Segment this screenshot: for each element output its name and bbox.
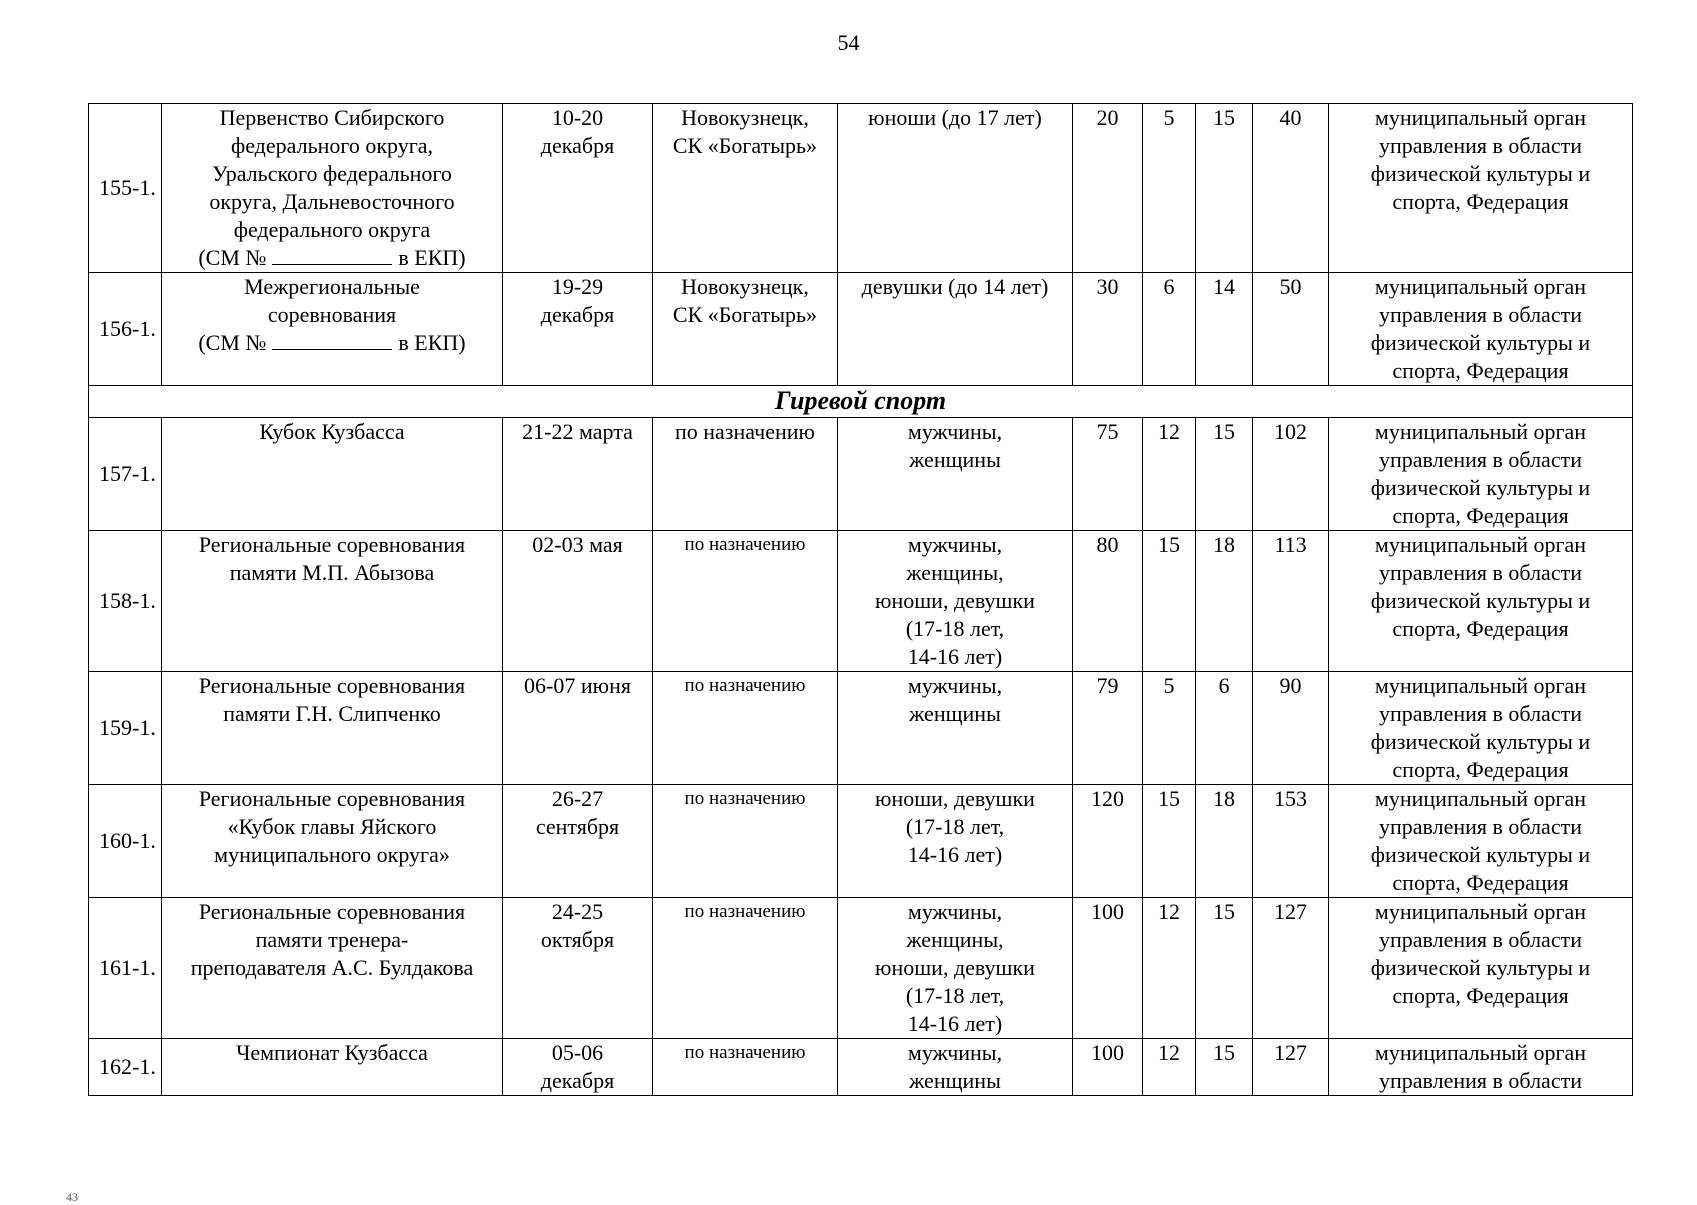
event-place [653, 785, 838, 898]
ekp-prefix: (СМ № [198, 330, 267, 355]
category-line: женщины [909, 701, 1001, 726]
coaches-count: 12 [1143, 898, 1196, 1039]
table-row [89, 531, 1633, 672]
category-line: 14-16 лет) [907, 644, 1003, 669]
event-name-line: преподавателя А.С. Булдакова [190, 955, 474, 980]
organizer-line: управления в области [1379, 814, 1582, 839]
page-number: 54 [837, 30, 860, 55]
date-line: октября [540, 927, 615, 952]
organizer-line: муниципальный орган [1374, 105, 1587, 130]
total-count: 90 [1253, 672, 1329, 785]
organizer-line: спорта, Федерация [1392, 616, 1569, 641]
event-name-line: Кубок Кузбасса [259, 419, 405, 444]
ekp-number-line [164, 329, 500, 357]
event-name-line: Региональные соревнования [198, 786, 466, 811]
coaches-count: 15 [1143, 531, 1196, 672]
total-count: 153 [1253, 785, 1329, 898]
organizer-line: физической культуры и [1370, 842, 1591, 867]
row-number: 158-1. [89, 531, 162, 672]
event-name-line: Региональные соревнования [198, 899, 466, 924]
category-line: женщины [909, 447, 1001, 472]
category-line: (17-18 лет, [905, 983, 1005, 1008]
organizer-line: управления в области [1379, 560, 1582, 585]
date-line: 19-29 [551, 274, 604, 299]
athletes-count: 75 [1073, 418, 1143, 531]
ekp-blank [272, 329, 392, 350]
event-name-line: Первенство Сибирского [219, 105, 445, 130]
organizer-line: спорта, Федерация [1392, 503, 1569, 528]
event-name [162, 273, 503, 386]
athletes-count: 79 [1073, 672, 1143, 785]
category-line: мужчины, [907, 673, 1003, 698]
event-dates [503, 531, 653, 672]
athletes-count: 100 [1073, 898, 1143, 1039]
date-line: декабря [540, 302, 615, 327]
athletes-count: 30 [1073, 273, 1143, 386]
participant-category [838, 273, 1073, 386]
organizer-line: физической культуры и [1370, 588, 1591, 613]
ekp-suffix: в ЕКП) [398, 245, 466, 270]
place-line: по назначению [684, 1042, 806, 1063]
judges-count: 15 [1196, 104, 1253, 273]
table-row [89, 1039, 1633, 1096]
row-number: 156-1. [89, 273, 162, 386]
organizer-line: физической культуры и [1370, 330, 1591, 355]
organizer-line: управления в области [1379, 927, 1582, 952]
date-line: 05-06 [551, 1040, 604, 1065]
organizer-line: муниципальный орган [1374, 786, 1587, 811]
organizer-line: физической культуры и [1370, 729, 1591, 754]
event-name-line: муниципального округа» [214, 842, 450, 867]
event-name [162, 104, 503, 273]
organizer-line: муниципальный орган [1374, 532, 1587, 557]
organizer-line: спорта, Федерация [1392, 870, 1569, 895]
event-name-line: Межрегиональные [244, 274, 420, 299]
ekp-number-line [164, 244, 500, 272]
event-name-line: «Кубок главы Яйского [227, 814, 437, 839]
row-number: 159-1. [89, 672, 162, 785]
participant-category [838, 104, 1073, 273]
event-place [653, 104, 838, 273]
participant-category [838, 418, 1073, 531]
category-line: мужчины, [907, 532, 1003, 557]
row-number: 157-1. [89, 418, 162, 531]
organizer-line: физической культуры и [1370, 161, 1591, 186]
judges-count: 14 [1196, 273, 1253, 386]
judges-count: 18 [1196, 531, 1253, 672]
category-line: (17-18 лет, [905, 616, 1005, 641]
place-line: Новокузнецк, [681, 274, 809, 299]
judges-count: 6 [1196, 672, 1253, 785]
organizer-line: физической культуры и [1370, 955, 1591, 980]
category-line: юноши, девушки [875, 955, 1035, 980]
event-name [162, 672, 503, 785]
event-name-line: соревнования [267, 302, 397, 327]
event-dates [503, 418, 653, 531]
organizer-line: управления в области [1379, 447, 1582, 472]
event-name-line: федерального округа, [230, 133, 434, 158]
event-place [653, 898, 838, 1039]
place-line: по назначению [684, 788, 806, 809]
category-line: 14-16 лет) [907, 1011, 1003, 1036]
row-number: 161-1. [89, 898, 162, 1039]
table-row [89, 898, 1633, 1039]
place-line: СК «Богатырь» [672, 302, 818, 327]
category-line: (17-18 лет, [905, 814, 1005, 839]
total-count: 127 [1253, 1039, 1329, 1096]
section-header-row [89, 386, 1633, 418]
organizer-line: физической культуры и [1370, 475, 1591, 500]
event-name-line: Уральского федерального [212, 161, 452, 186]
place-line: по назначению [684, 534, 806, 555]
coaches-count: 5 [1143, 104, 1196, 273]
event-place [653, 531, 838, 672]
coaches-count: 6 [1143, 273, 1196, 386]
athletes-count: 120 [1073, 785, 1143, 898]
organizer-line: спорта, Федерация [1392, 757, 1569, 782]
participant-category [838, 672, 1073, 785]
total-count: 40 [1253, 104, 1329, 273]
place-line: СК «Богатырь» [672, 133, 818, 158]
organizer-line: спорта, Федерация [1392, 983, 1569, 1008]
category-line: мужчины, [907, 419, 1003, 444]
table-row [89, 273, 1633, 386]
organizer [1329, 672, 1633, 785]
date-line: сентября [535, 814, 620, 839]
total-count: 113 [1253, 531, 1329, 672]
event-name-line: памяти Г.Н. Слипченко [223, 701, 441, 726]
organizer-line: муниципальный орган [1374, 673, 1587, 698]
category-line: женщины, [906, 927, 1004, 952]
participant-category [838, 1039, 1073, 1096]
event-name [162, 418, 503, 531]
organizer [1329, 898, 1633, 1039]
date-line: 02-03 мая [532, 532, 623, 557]
date-line: 21-22 марта [522, 419, 633, 444]
judges-count: 15 [1196, 1039, 1253, 1096]
place-line: по назначению [684, 675, 806, 696]
row-number: 162-1. [89, 1039, 162, 1096]
category-line: мужчины, [907, 1040, 1003, 1065]
organizer [1329, 785, 1633, 898]
event-name [162, 898, 503, 1039]
table-row [89, 418, 1633, 531]
table-row [89, 672, 1633, 785]
category-line: мужчины, [907, 899, 1003, 924]
table-row [89, 104, 1633, 273]
date-line: 24-25 [551, 899, 604, 924]
coaches-count: 15 [1143, 785, 1196, 898]
organizer [1329, 104, 1633, 273]
organizer-line: управления в области [1379, 302, 1582, 327]
category-line: юноши (до 17 лет) [868, 105, 1042, 130]
event-name [162, 531, 503, 672]
total-count: 102 [1253, 418, 1329, 531]
event-dates [503, 785, 653, 898]
date-line: 10-20 [551, 105, 604, 130]
category-line: женщины, [906, 560, 1004, 585]
organizer-line: управления в области [1379, 701, 1582, 726]
event-place [653, 418, 838, 531]
event-dates [503, 104, 653, 273]
organizer-line: муниципальный орган [1374, 274, 1587, 299]
event-name-line: Чемпионат Кузбасса [236, 1040, 428, 1065]
date-line: 06-07 июня [524, 673, 631, 698]
athletes-count: 80 [1073, 531, 1143, 672]
date-line: декабря [540, 1068, 615, 1093]
ekp-blank [272, 244, 392, 265]
judges-count: 15 [1196, 418, 1253, 531]
category-line: 14-16 лет) [907, 842, 1003, 867]
event-name-line: Региональные соревнования [198, 532, 466, 557]
athletes-count: 20 [1073, 104, 1143, 273]
event-dates [503, 1039, 653, 1096]
event-name [162, 1039, 503, 1096]
date-line: 26-27 [551, 786, 604, 811]
category-line: юноши, девушки [875, 588, 1035, 613]
judges-count: 15 [1196, 898, 1253, 1039]
participant-category [838, 531, 1073, 672]
category-line: женщины [909, 1068, 1001, 1093]
organizer [1329, 531, 1633, 672]
event-name-line: федерального округа [233, 217, 431, 242]
event-place [653, 672, 838, 785]
date-line: декабря [540, 133, 615, 158]
event-name-line: памяти тренера- [255, 927, 409, 952]
category-line: юноши, девушки [875, 786, 1035, 811]
event-name-line: памяти М.П. Абызова [229, 560, 435, 585]
event-dates [503, 273, 653, 386]
row-number: 155-1. [89, 104, 162, 273]
organizer [1329, 273, 1633, 386]
coaches-count: 12 [1143, 418, 1196, 531]
coaches-count: 5 [1143, 672, 1196, 785]
category-line: девушки (до 14 лет) [861, 274, 1049, 299]
event-place [653, 1039, 838, 1096]
organizer [1329, 418, 1633, 531]
judges-count: 18 [1196, 785, 1253, 898]
ekp-prefix: (СМ № [198, 245, 267, 270]
row-number: 160-1. [89, 785, 162, 898]
event-place [653, 273, 838, 386]
corner-mark: 43 [66, 1190, 78, 1204]
athletes-count: 100 [1073, 1039, 1143, 1096]
section-title: Гиревой спорт [89, 386, 1633, 418]
organizer [1329, 1039, 1633, 1096]
coaches-count: 12 [1143, 1039, 1196, 1096]
table-row [89, 785, 1633, 898]
event-name-line: округа, Дальневосточного [209, 189, 455, 214]
event-name-line: Региональные соревнования [198, 673, 466, 698]
organizer-line: муниципальный орган [1374, 1040, 1587, 1065]
organizer-line: управления в области [1379, 1068, 1582, 1093]
place-line: по назначению [684, 901, 806, 922]
organizer-line: муниципальный орган [1374, 419, 1587, 444]
event-dates [503, 672, 653, 785]
events-table [88, 103, 1633, 1096]
event-name [162, 785, 503, 898]
participant-category [838, 898, 1073, 1039]
place-line: по назначению [675, 419, 815, 444]
place-line: Новокузнецк, [681, 105, 809, 130]
total-count: 50 [1253, 273, 1329, 386]
organizer-line: муниципальный орган [1374, 899, 1587, 924]
participant-category [838, 785, 1073, 898]
event-dates [503, 898, 653, 1039]
total-count: 127 [1253, 898, 1329, 1039]
organizer-line: управления в области [1379, 133, 1582, 158]
ekp-suffix: в ЕКП) [398, 330, 466, 355]
organizer-line: спорта, Федерация [1392, 358, 1569, 383]
organizer-line: спорта, Федерация [1392, 189, 1569, 214]
